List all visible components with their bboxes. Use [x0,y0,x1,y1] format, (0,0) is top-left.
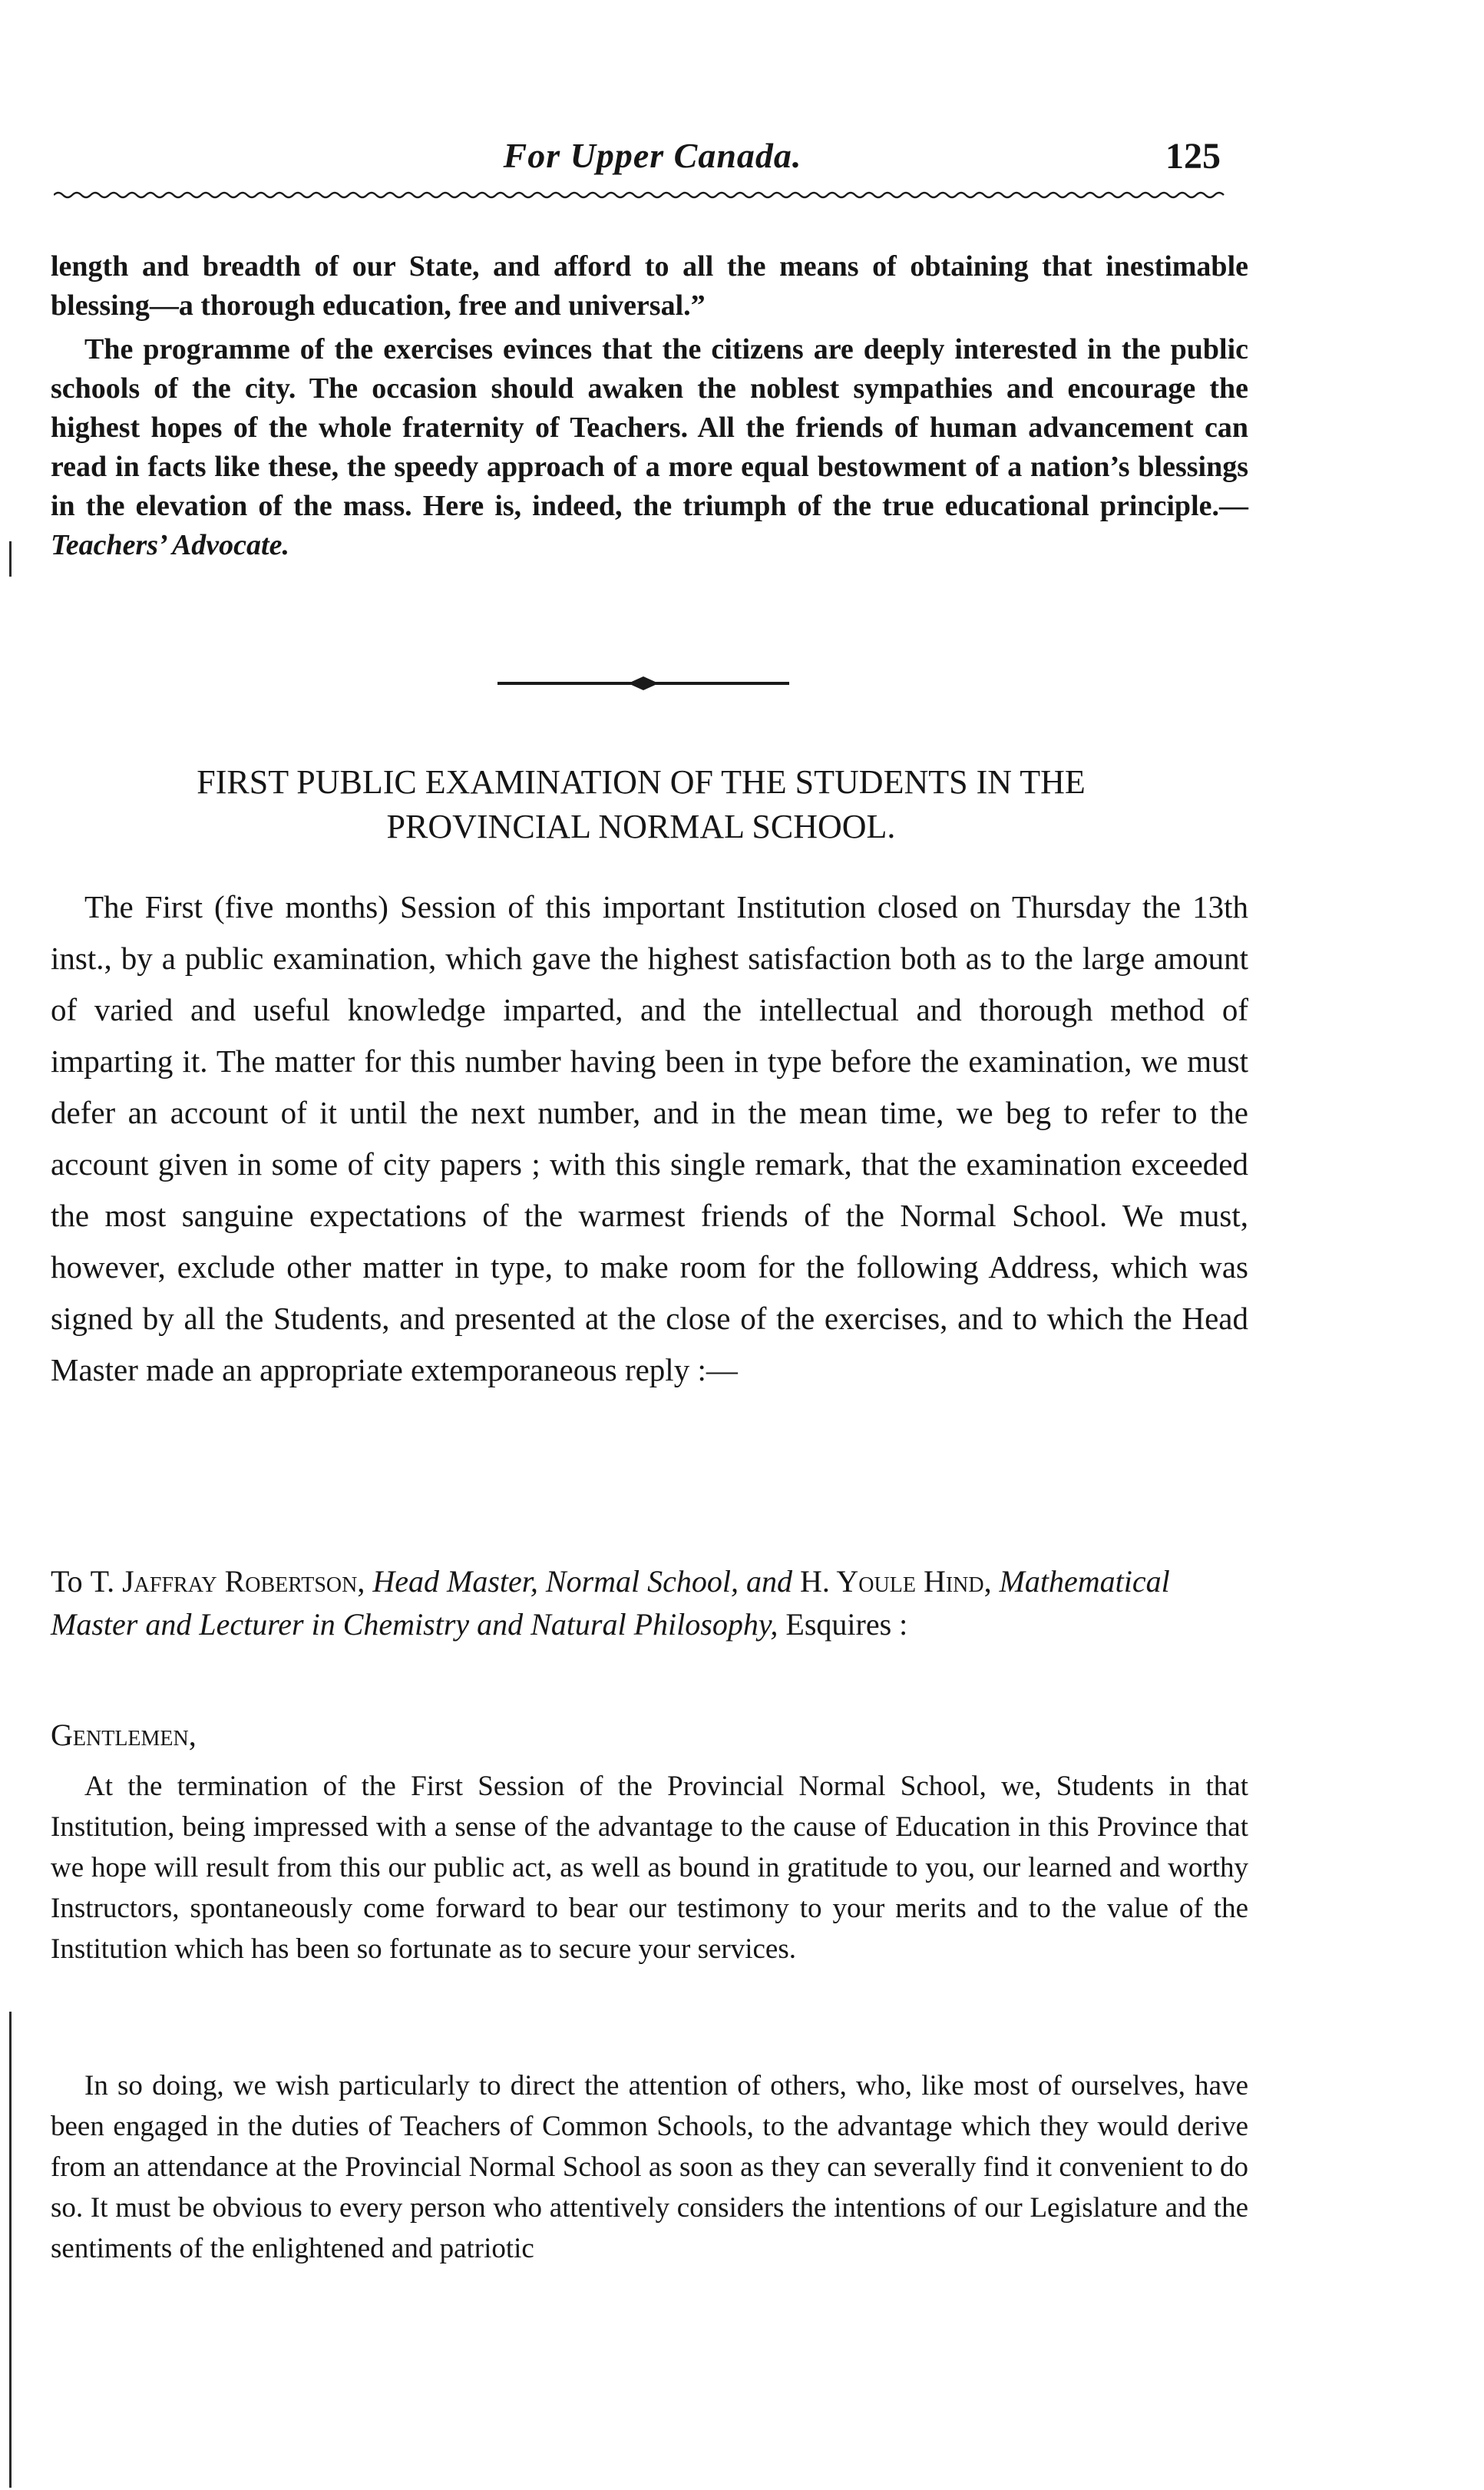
address-to: To [51,1564,83,1599]
running-header [54,135,1221,197]
header-wavy-rule [54,189,1228,201]
address-heading [51,1560,1248,1646]
margin-rule [9,2012,12,2488]
salutation: Gentlemen, [51,1718,197,1752]
address-and: and [746,1564,793,1599]
page-number: 125 [1165,136,1221,177]
continued-paragraph-2-text: The programme of the exercises evinces that the citizens are deeply interested in the public schools of the city. The occasion should awaken the noblest sympathies and encourage the highest hopes of the whole fraternity of Teachers. All the friends of human advancement can read in facts like these, the speedy approach of a more equal bestowment of a nation’s blessings in the elevation of the mass. Here is, indeed, the triumph of the true educational principle.— [51,333,1248,522]
address-paragraph-1: At the termination of the First Session of the Provincial Normal School, we, Students in that Institution, being impressed with a sense of the advantage to the cause of Education in this Province that we hope will result from this our public act, as well as bound in gratitude to you, our learned and worthy Instructors, spontaneously come forward to bear our testimony to your merits and to the value of the Institution which has been so fortunate as to secure your services. [51,1771,1248,1965]
source-citation: Teachers’ Advocate. [51,529,289,561]
address-paragraph-2: In so doing, we wish particularly to direct the attention of others, who, like most of ourselves, have been engaged in the duties of Teachers of Common Schools, to the advantage which they would derive from an attendance at the Provincial Normal School as soon as they can severally find it convenient to do so. It must be obvious to every person who attentively considers the intentions of our Legislature and the sentiments of the enlightened and patriotic [51,2070,1248,2264]
addressee-1-title: Head Master, Normal School, [372,1564,739,1599]
continued-paragraph-1: length and breadth of our State, and afford to all the means of obtaining that inestimable blessing—a thorough education, free and universal.” [51,250,1248,322]
running-title: For Upper Canada. [503,136,802,175]
address-esquires: Esquires : [785,1607,908,1642]
section-title-line-1: FIRST PUBLIC EXAMINATION OF THE STUDENTS IN THE [197,763,1086,801]
section-divider-ornament [497,674,789,693]
section-body: The First (five months) Session of this important Institution closed on Thursday the 13th inst., by a public examination, which gave the highest satisfaction both as to the large amount of varied and useful knowledge imparted, and the intellectual and thorough method of imparting it. The matter for this number having been in type before the examination, we must defer an account of it until the next number, and in the mean time, we beg to refer to the account given in some of city papers ; with this single remark, that the examination exceeded the most sanguine expectations of the warmest friends of the Normal School. We must, however, exclude other matter in type, to make room for the following Address, which was signed by all the Students, and presented at the close of the exercises, and to which the Head Master made an appropriate extemporaneous reply :— [51,889,1248,1387]
continued-paragraph-2 [51,330,1248,565]
section-title-line-2: PROVINCIAL NORMAL SCHOOL. [386,808,896,845]
addressee-1-name: T. Jaffray Robertson, [90,1564,365,1599]
margin-mark [9,541,12,577]
addressee-2-name: H. Youle Hind, [800,1564,992,1599]
section-title [54,760,1228,849]
addressee-2-title: Mathematical Master and Lecturer in Chemistry and Natural Philosophy, [51,1564,1170,1642]
